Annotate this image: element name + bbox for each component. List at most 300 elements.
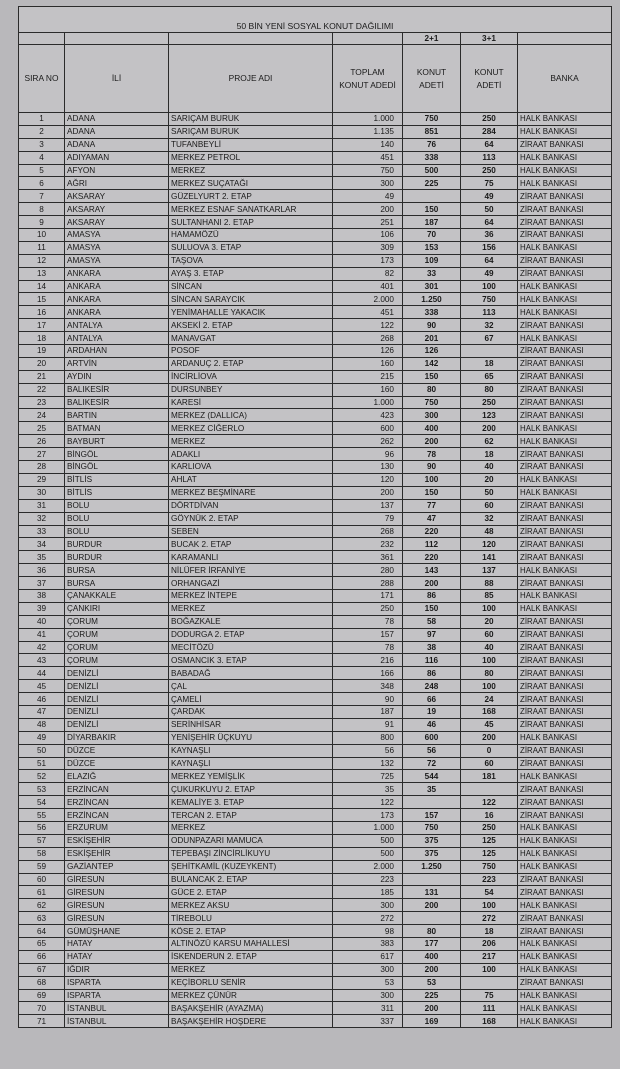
toplam-cell: 130 <box>333 461 403 474</box>
toplam-cell: 79 <box>333 512 403 525</box>
il-cell: AKSARAY <box>65 203 169 216</box>
konut-2plus1-cell: 76 <box>403 138 461 151</box>
konut-3plus1-cell: 113 <box>461 151 518 164</box>
table-row <box>19 873 612 886</box>
table-row <box>19 473 612 486</box>
banka-cell: HALK BANKASI <box>518 113 612 126</box>
toplam-cell: 300 <box>333 177 403 190</box>
konut-2plus1-cell: 86 <box>403 667 461 680</box>
il-cell: ÇORUM <box>65 628 169 641</box>
il-cell: İSTANBUL <box>65 1002 169 1015</box>
table-row <box>19 1002 612 1015</box>
proje-cell: MERKEZ (DALLICA) <box>169 409 333 422</box>
table-row <box>19 435 612 448</box>
il-cell: ARTVİN <box>65 357 169 370</box>
table-row <box>19 254 612 267</box>
proje-cell: BUCAK 2. ETAP <box>169 538 333 551</box>
konut-3plus1-cell: 137 <box>461 564 518 577</box>
toplam-cell: 272 <box>333 912 403 925</box>
toplam-cell: 35 <box>333 783 403 796</box>
sira-no-cell: 10 <box>19 229 65 242</box>
konut-3plus1-cell: 18 <box>461 448 518 461</box>
il-cell: ESKİŞEHİR <box>65 834 169 847</box>
konut-3plus1-cell <box>461 345 518 358</box>
proje-cell: MERKEZ ÇÜNÜR <box>169 989 333 1002</box>
konut-2plus1-cell: 150 <box>403 370 461 383</box>
sira-no-cell: 34 <box>19 538 65 551</box>
table-row <box>19 164 612 177</box>
proje-cell: KEMALİYE 3. ETAP <box>169 796 333 809</box>
konut-2plus1-cell: 375 <box>403 834 461 847</box>
konut-2plus1-cell: 90 <box>403 319 461 332</box>
konut-3plus1-cell: 85 <box>461 589 518 602</box>
konut-2plus1-cell: 301 <box>403 280 461 293</box>
table-row <box>19 718 612 731</box>
banka-cell: ZİRAAT BANKASI <box>518 357 612 370</box>
banka-cell: HALK BANKASI <box>518 306 612 319</box>
konut-2plus1-cell: 153 <box>403 241 461 254</box>
toplam-cell: 1.135 <box>333 125 403 138</box>
il-cell: AYDIN <box>65 370 169 383</box>
banka-cell: ZİRAAT BANKASI <box>518 873 612 886</box>
banka-cell: HALK BANKASI <box>518 151 612 164</box>
konut-2plus1-cell: 46 <box>403 718 461 731</box>
konut-3plus1-cell: 60 <box>461 757 518 770</box>
table-row <box>19 190 612 203</box>
sira-no-cell: 53 <box>19 783 65 796</box>
konut-2plus1-cell: 35 <box>403 783 461 796</box>
banka-cell: HALK BANKASI <box>518 770 612 783</box>
banka-cell: ZİRAAT BANKASI <box>518 718 612 731</box>
il-cell: DİYARBAKIR <box>65 731 169 744</box>
sira-no-cell: 20 <box>19 357 65 370</box>
proje-cell: TUFANBEYLİ <box>169 138 333 151</box>
banka-cell: HALK BANKASI <box>518 564 612 577</box>
subheader-2plus1: 2+1 <box>403 33 461 45</box>
toplam-cell: 300 <box>333 899 403 912</box>
table-row <box>19 345 612 358</box>
sira-no-cell: 28 <box>19 461 65 474</box>
table-row <box>19 796 612 809</box>
il-cell: ISPARTA <box>65 989 169 1002</box>
il-cell: AĞRI <box>65 177 169 190</box>
table-row <box>19 834 612 847</box>
sira-no-cell: 1 <box>19 113 65 126</box>
sira-no-cell: 8 <box>19 203 65 216</box>
banka-cell: HALK BANKASI <box>518 177 612 190</box>
konut-2plus1-cell: 56 <box>403 744 461 757</box>
proje-cell: KAYNAŞLI <box>169 757 333 770</box>
banka-cell: ZİRAAT BANKASI <box>518 757 612 770</box>
sira-no-cell: 64 <box>19 925 65 938</box>
konut-3plus1-cell: 250 <box>461 396 518 409</box>
toplam-cell: 262 <box>333 435 403 448</box>
sira-no-cell: 52 <box>19 770 65 783</box>
banka-cell: HALK BANKASI <box>518 435 612 448</box>
il-cell: İSTANBUL <box>65 1015 169 1028</box>
table-row <box>19 551 612 564</box>
banka-cell: ZİRAAT BANKASI <box>518 499 612 512</box>
konut-3plus1-cell: 100 <box>461 899 518 912</box>
konut-2plus1-cell: 86 <box>403 589 461 602</box>
il-cell: ÇORUM <box>65 654 169 667</box>
banka-cell: HALK BANKASI <box>518 241 612 254</box>
konut-2plus1-cell: 1.250 <box>403 860 461 873</box>
table-row <box>19 886 612 899</box>
toplam-cell: 122 <box>333 796 403 809</box>
il-cell: DENİZLİ <box>65 718 169 731</box>
il-cell: BURSA <box>65 564 169 577</box>
sira-no-cell: 46 <box>19 693 65 706</box>
table-row <box>19 731 612 744</box>
il-cell: HATAY <box>65 950 169 963</box>
table-row <box>19 744 612 757</box>
proje-cell: TEPEBAŞI ZİNCİRLİKUYU <box>169 847 333 860</box>
banka-cell: ZİRAAT BANKASI <box>518 370 612 383</box>
konut-3plus1-cell: 122 <box>461 796 518 809</box>
sira-no-cell: 21 <box>19 370 65 383</box>
banka-cell: HALK BANKASI <box>518 834 612 847</box>
konut-2plus1-cell: 100 <box>403 473 461 486</box>
konut-2plus1-cell: 200 <box>403 963 461 976</box>
konut-3plus1-cell: 75 <box>461 177 518 190</box>
proje-cell: ÇUKURKUYU 2. ETAP <box>169 783 333 796</box>
table-row <box>19 693 612 706</box>
konut-2plus1-cell: 77 <box>403 499 461 512</box>
document-title: 50 BİN YENİ SOSYAL KONUT DAĞILIMI <box>19 7 612 33</box>
konut-3plus1-cell: 80 <box>461 667 518 680</box>
table-row <box>19 332 612 345</box>
toplam-cell: 280 <box>333 564 403 577</box>
konut-3plus1-cell: 16 <box>461 809 518 822</box>
konut-2plus1-cell: 1.250 <box>403 293 461 306</box>
proje-cell: SARIÇAM BURUK <box>169 125 333 138</box>
banka-cell: ZİRAAT BANKASI <box>518 809 612 822</box>
konut-2plus1-cell: 70 <box>403 229 461 242</box>
toplam-cell: 401 <box>333 280 403 293</box>
proje-cell: KÖSE 2. ETAP <box>169 925 333 938</box>
il-cell: GİRESUN <box>65 912 169 925</box>
konut-3plus1-cell: 141 <box>461 551 518 564</box>
proje-cell: SERİNHİSAR <box>169 718 333 731</box>
toplam-cell: 160 <box>333 357 403 370</box>
toplam-cell: 173 <box>333 254 403 267</box>
proje-cell: MERKEZ <box>169 435 333 448</box>
il-cell: BİNGÖL <box>65 461 169 474</box>
il-cell: AMASYA <box>65 254 169 267</box>
konut-2plus1-cell: 338 <box>403 306 461 319</box>
il-cell: ERZİNCAN <box>65 809 169 822</box>
toplam-cell: 423 <box>333 409 403 422</box>
sira-no-cell: 55 <box>19 809 65 822</box>
toplam-cell: 78 <box>333 641 403 654</box>
konut-3plus1-cell: 200 <box>461 422 518 435</box>
konut-2plus1-cell: 187 <box>403 216 461 229</box>
il-cell: BİTLİS <box>65 486 169 499</box>
il-cell: DÜZCE <box>65 757 169 770</box>
il-cell: ANKARA <box>65 293 169 306</box>
proje-cell: MERKEZ <box>169 821 333 834</box>
sira-no-cell: 61 <box>19 886 65 899</box>
konut-3plus1-cell: 50 <box>461 486 518 499</box>
sira-no-cell: 12 <box>19 254 65 267</box>
konut-3plus1-cell: 123 <box>461 409 518 422</box>
il-cell: ÇANAKKALE <box>65 589 169 602</box>
konut-3plus1-cell: 75 <box>461 989 518 1002</box>
banka-cell: HALK BANKASI <box>518 422 612 435</box>
konut-3plus1-cell: 168 <box>461 705 518 718</box>
toplam-cell: 82 <box>333 267 403 280</box>
sira-no-cell: 65 <box>19 938 65 951</box>
il-cell: AMASYA <box>65 229 169 242</box>
banka-cell: ZİRAAT BANKASI <box>518 512 612 525</box>
konut-2plus1-cell: 58 <box>403 615 461 628</box>
toplam-cell: 288 <box>333 577 403 590</box>
sira-no-cell: 37 <box>19 577 65 590</box>
konut-3plus1-cell: 156 <box>461 241 518 254</box>
sira-no-cell: 57 <box>19 834 65 847</box>
banka-cell: ZİRAAT BANKASI <box>518 254 612 267</box>
toplam-cell: 309 <box>333 241 403 254</box>
il-cell: BOLU <box>65 512 169 525</box>
proje-cell: BAŞAKŞEHİR HOŞDERE <box>169 1015 333 1028</box>
il-cell: ÇORUM <box>65 615 169 628</box>
konut-3plus1-cell: 18 <box>461 357 518 370</box>
table-row <box>19 203 612 216</box>
il-cell: ISPARTA <box>65 976 169 989</box>
il-cell: ADANA <box>65 138 169 151</box>
proje-cell: OSMANCIK 3. ETAP <box>169 654 333 667</box>
il-cell: BOLU <box>65 525 169 538</box>
banka-cell: ZİRAAT BANKASI <box>518 345 612 358</box>
toplam-cell: 91 <box>333 718 403 731</box>
sira-no-cell: 6 <box>19 177 65 190</box>
konut-3plus1-cell: 223 <box>461 873 518 886</box>
proje-cell: KAYNAŞLI <box>169 744 333 757</box>
konut-3plus1-cell: 750 <box>461 860 518 873</box>
proje-cell: MERKEZ PETROL <box>169 151 333 164</box>
sira-no-cell: 41 <box>19 628 65 641</box>
konut-2plus1-cell: 150 <box>403 602 461 615</box>
table-row <box>19 628 612 641</box>
proje-cell: BABADAĞ <box>169 667 333 680</box>
toplam-cell: 300 <box>333 963 403 976</box>
il-cell: ANTALYA <box>65 332 169 345</box>
toplam-cell: 106 <box>333 229 403 242</box>
col-header-toplam: TOPLAM KONUT ADEDİ <box>333 45 403 113</box>
toplam-cell: 137 <box>333 499 403 512</box>
banka-cell: HALK BANKASI <box>518 293 612 306</box>
konut-2plus1-cell: 200 <box>403 1002 461 1015</box>
proje-cell: ADAKLI <box>169 448 333 461</box>
proje-cell: BULANCAK 2. ETAP <box>169 873 333 886</box>
konut-2plus1-cell <box>403 796 461 809</box>
table-row <box>19 589 612 602</box>
il-cell: BOLU <box>65 499 169 512</box>
konut-3plus1-cell: 62 <box>461 435 518 448</box>
proje-cell: SİNCAN SARAYCIK <box>169 293 333 306</box>
il-cell: GİRESUN <box>65 899 169 912</box>
col-header-konut-3plus1: KONUT ADETİ <box>461 45 518 113</box>
table-row <box>19 280 612 293</box>
table-row <box>19 667 612 680</box>
proje-cell: MERKEZ ESNAF SANATKARLAR <box>169 203 333 216</box>
table-row <box>19 783 612 796</box>
proje-cell: MERKEZ SUÇATAĞI <box>169 177 333 190</box>
sira-no-cell: 23 <box>19 396 65 409</box>
konut-2plus1-cell: 750 <box>403 396 461 409</box>
subheader-3plus1: 3+1 <box>461 33 518 45</box>
konut-3plus1-cell: 60 <box>461 628 518 641</box>
toplam-cell: 78 <box>333 615 403 628</box>
il-cell: ERZURUM <box>65 821 169 834</box>
subheader-row <box>19 33 612 45</box>
col-header-il: İLİ <box>65 45 169 113</box>
proje-cell: KARESİ <box>169 396 333 409</box>
konut-2plus1-cell: 78 <box>403 448 461 461</box>
sira-no-cell: 68 <box>19 976 65 989</box>
il-cell: HATAY <box>65 938 169 951</box>
il-cell: ESKİŞEHİR <box>65 847 169 860</box>
konut-3plus1-cell: 36 <box>461 229 518 242</box>
toplam-cell: 617 <box>333 950 403 963</box>
table-row <box>19 705 612 718</box>
toplam-cell: 171 <box>333 589 403 602</box>
konut-3plus1-cell: 200 <box>461 731 518 744</box>
toplam-cell: 166 <box>333 667 403 680</box>
banka-cell: ZİRAAT BANKASI <box>518 976 612 989</box>
table-row <box>19 847 612 860</box>
konut-3plus1-cell: 272 <box>461 912 518 925</box>
banka-cell: HALK BANKASI <box>518 1002 612 1015</box>
sira-no-cell: 51 <box>19 757 65 770</box>
konut-2plus1-cell: 33 <box>403 267 461 280</box>
banka-cell: ZİRAAT BANKASI <box>518 628 612 641</box>
col-header-banka: BANKA <box>518 45 612 113</box>
proje-cell: MERKEZ <box>169 164 333 177</box>
sira-no-cell: 38 <box>19 589 65 602</box>
konut-2plus1-cell: 72 <box>403 757 461 770</box>
sira-no-cell: 17 <box>19 319 65 332</box>
konut-2plus1-cell: 126 <box>403 345 461 358</box>
konut-2plus1-cell: 338 <box>403 151 461 164</box>
col-header-proje: PROJE ADI <box>169 45 333 113</box>
banka-cell: ZİRAAT BANKASI <box>518 654 612 667</box>
toplam-cell: 500 <box>333 834 403 847</box>
sira-no-cell: 5 <box>19 164 65 177</box>
proje-cell: GÖYNÜK 2. ETAP <box>169 512 333 525</box>
toplam-cell: 300 <box>333 989 403 1002</box>
konut-3plus1-cell: 206 <box>461 938 518 951</box>
il-cell: IĞDIR <box>65 963 169 976</box>
table-row <box>19 860 612 873</box>
konut-3plus1-cell: 100 <box>461 602 518 615</box>
table-row <box>19 151 612 164</box>
sira-no-cell: 19 <box>19 345 65 358</box>
proje-cell: BOĞAZKALE <box>169 615 333 628</box>
konut-3plus1-cell: 45 <box>461 718 518 731</box>
toplam-cell: 96 <box>333 448 403 461</box>
table-row <box>19 938 612 951</box>
toplam-cell: 311 <box>333 1002 403 1015</box>
konut-3plus1-cell: 64 <box>461 216 518 229</box>
table-row <box>19 241 612 254</box>
sira-no-cell: 43 <box>19 654 65 667</box>
proje-cell: ŞEHİTKAMİL (KUZEYKENT) <box>169 860 333 873</box>
konut-2plus1-cell: 200 <box>403 435 461 448</box>
sira-no-cell: 39 <box>19 602 65 615</box>
konut-2plus1-cell <box>403 912 461 925</box>
konut-2plus1-cell: 53 <box>403 976 461 989</box>
proje-cell: DÖRTDİVAN <box>169 499 333 512</box>
sira-no-cell: 16 <box>19 306 65 319</box>
table-row <box>19 963 612 976</box>
il-cell: ERZİNCAN <box>65 796 169 809</box>
banka-cell: ZİRAAT BANKASI <box>518 744 612 757</box>
konut-2plus1-cell: 220 <box>403 551 461 564</box>
konut-2plus1-cell: 80 <box>403 925 461 938</box>
banka-cell: ZİRAAT BANKASI <box>518 138 612 151</box>
il-cell: AKSARAY <box>65 190 169 203</box>
toplam-cell: 451 <box>333 306 403 319</box>
table-row <box>19 383 612 396</box>
proje-cell: DURSUNBEY <box>169 383 333 396</box>
sira-no-cell: 44 <box>19 667 65 680</box>
banka-cell: HALK BANKASI <box>518 280 612 293</box>
il-cell: ANTALYA <box>65 319 169 332</box>
sira-no-cell: 24 <box>19 409 65 422</box>
toplam-cell: 251 <box>333 216 403 229</box>
konut-2plus1-cell: 150 <box>403 203 461 216</box>
proje-cell: ALTINÖZÜ KARSU MAHALLESİ <box>169 938 333 951</box>
konut-3plus1-cell <box>461 783 518 796</box>
table-row <box>19 461 612 474</box>
il-cell: DENİZLİ <box>65 693 169 706</box>
table-row <box>19 293 612 306</box>
konut-3plus1-cell: 250 <box>461 164 518 177</box>
konut-3plus1-cell: 250 <box>461 113 518 126</box>
banka-cell: HALK BANKASI <box>518 731 612 744</box>
konut-3plus1-cell: 88 <box>461 577 518 590</box>
il-cell: ÇANKIRI <box>65 602 169 615</box>
banka-cell: HALK BANKASI <box>518 847 612 860</box>
sira-no-cell: 40 <box>19 615 65 628</box>
sira-no-cell: 70 <box>19 1002 65 1015</box>
il-cell: DENİZLİ <box>65 680 169 693</box>
sira-no-cell: 9 <box>19 216 65 229</box>
konut-3plus1-cell: 40 <box>461 461 518 474</box>
proje-cell: ÇARDAK <box>169 705 333 718</box>
toplam-cell: 361 <box>333 551 403 564</box>
konut-3plus1-cell: 24 <box>461 693 518 706</box>
banka-cell: ZİRAAT BANKASI <box>518 615 612 628</box>
konut-3plus1-cell: 125 <box>461 847 518 860</box>
il-cell: BURDUR <box>65 551 169 564</box>
konut-2plus1-cell: 38 <box>403 641 461 654</box>
konut-2plus1-cell: 375 <box>403 847 461 860</box>
proje-cell: BAŞAKŞEHİR (AYAZMA) <box>169 1002 333 1015</box>
il-cell: ADANA <box>65 125 169 138</box>
konut-3plus1-cell: 100 <box>461 680 518 693</box>
sira-no-cell: 63 <box>19 912 65 925</box>
konut-3plus1-cell: 100 <box>461 654 518 667</box>
toplam-cell: 122 <box>333 319 403 332</box>
toplam-cell: 2.000 <box>333 293 403 306</box>
il-cell: GÜMÜŞHANE <box>65 925 169 938</box>
sira-no-cell: 2 <box>19 125 65 138</box>
konut-3plus1-cell: 0 <box>461 744 518 757</box>
konut-3plus1-cell: 32 <box>461 319 518 332</box>
